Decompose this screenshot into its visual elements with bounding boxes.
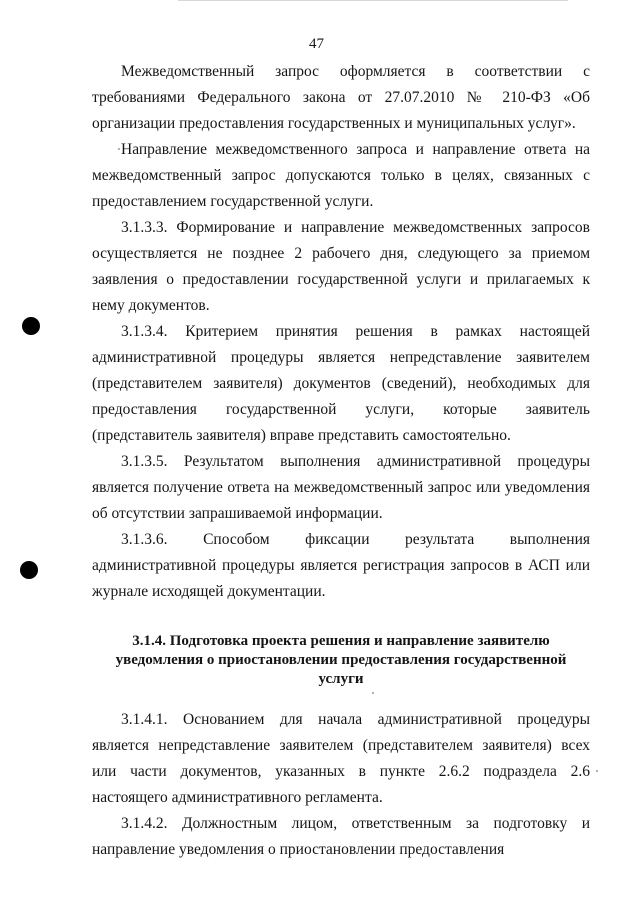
punch-hole-lower	[20, 561, 38, 579]
scan-speck	[118, 148, 120, 150]
paragraph-3-1-3-4: 3.1.3.4. Критерием принятия решения в рамках настоящей административной процедуры является непредставление заявителем (представителем заявителя) документов (сведений), необходимых для предоставления государственной услуги, которые заявитель (представитель заявителя) вправе представить самостоятельно.	[92, 323, 590, 444]
paragraph-3-1-4-1: 3.1.4.1. Основанием для начала административной процедуры является непредставление заявителем (представителем заявителя) всех или части документов, указанных в пункте 2.6.2 подраздела 2.6 настоящего административного регламента.	[92, 711, 590, 806]
section-heading-3-1-4: 3.1.4. Подготовка проекта решения и направление заявителю уведомления о приостановлении предоставления государственной услуги	[115, 633, 567, 687]
page-number: 47	[309, 36, 324, 52]
scan-speck	[596, 770, 598, 772]
paragraph-3-1-4-2: 3.1.4.2. Должностным лицом, ответственным за подготовку и направление уведомления о приостановлении предоставления	[92, 815, 590, 858]
paragraph-3-1-3-3: 3.1.3.3. Формирование и направление межведомственных запросов осуществляется не позднее 2 рабочего дня, следующего за приемом заявления о предоставлении государственной услуги и прилагаемых к нему документов.	[92, 219, 590, 314]
paragraph-3-1-3-6: 3.1.3.6. Способом фиксации результата выполнения административной процедуры является регистрация запросов в АСП или журнале исходящей документации.	[92, 531, 590, 600]
scan-top-edge-line	[178, 0, 568, 1]
scan-speck	[372, 692, 374, 694]
paragraph-interagency-request-format: Межведомственный запрос оформляется в соответствии с требованиями Федерального закона от 27.07.2010 № 210-ФЗ «Об организации предоставления государственных и муниципальных услуг».	[92, 63, 590, 132]
document-body	[92, 59, 590, 863]
punch-hole-upper	[22, 317, 40, 335]
paragraph-interagency-request-purpose: Направление межведомственного запроса и направление ответа на межведомственный запрос допускаются только в целях, связанных с предоставлением государственной услуги.	[92, 141, 590, 210]
paragraph-3-1-3-5: 3.1.3.5. Результатом выполнения административной процедуры является получение ответа на межведомственный запрос или уведомления об отсутствии запрашиваемой информации.	[92, 453, 590, 522]
